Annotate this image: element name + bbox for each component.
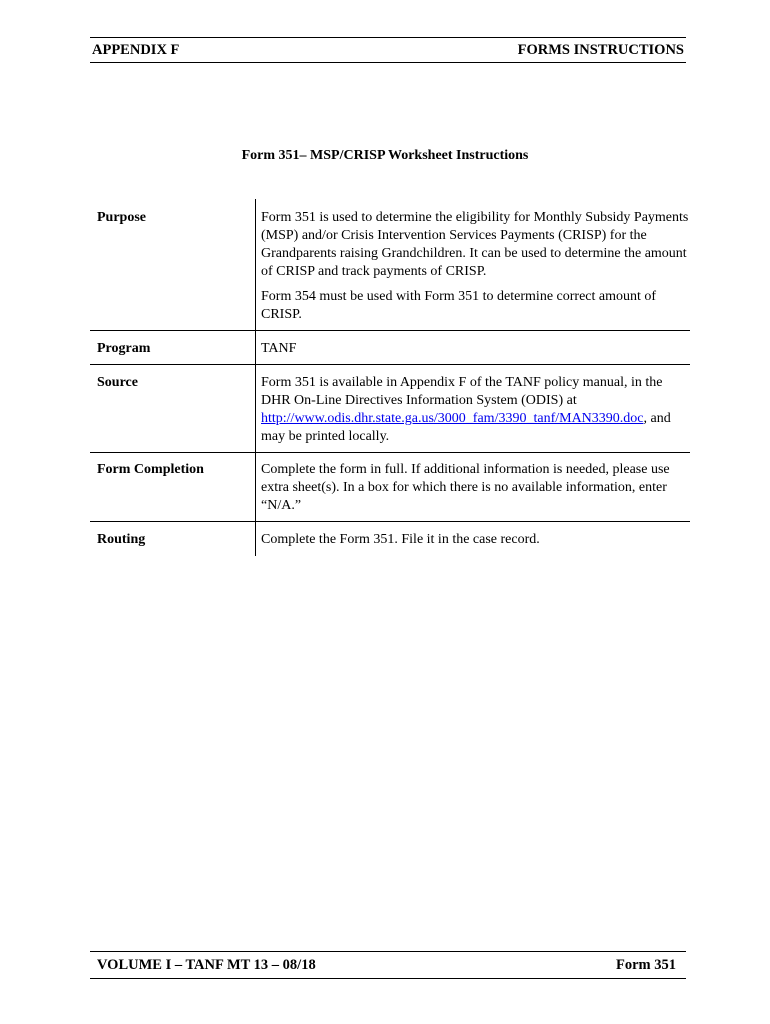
- purpose-label: Purpose: [97, 210, 146, 225]
- column-divider: [255, 199, 256, 556]
- source-text-after: , and may be printed locally.: [261, 411, 671, 444]
- source-text-before: Form 351 is available in Appendix F of the TANF policy manual, in the DHR On-Line Directives Information System (ODIS) at: [261, 375, 663, 408]
- row-divider: [90, 364, 690, 365]
- footer-form-number: Form 351: [616, 957, 676, 973]
- source-text: [261, 374, 689, 446]
- form-completion-label: Form Completion: [97, 462, 204, 477]
- row-divider: [90, 521, 690, 522]
- page-header: [90, 37, 686, 63]
- routing-text: Complete the Form 351. File it in the case record.: [261, 532, 540, 547]
- purpose-paragraph-2: Form 354 must be used with Form 351 to determine correct amount of CRISP.: [261, 289, 657, 322]
- form-completion-text: Complete the form in full. If additional information is needed, please use extra sheet(s). In a box for which there is no available information, enter “N/A.”: [261, 462, 670, 513]
- header-section-title: FORMS INSTRUCTIONS: [517, 42, 684, 58]
- row-divider: [90, 330, 690, 331]
- page-footer: [90, 951, 686, 979]
- header-appendix: APPENDIX F: [92, 42, 180, 58]
- purpose-paragraph-1: Form 351 is used to determine the eligibility for Monthly Subsidy Payments (MSP) and/or Crisis Intervention Services Payments (CRISP) for the Grandparents raising Grandchildren. It can be used to determine the amount of CRISP and track payments of CRISP.: [261, 210, 689, 279]
- odis-manual-link[interactable]: http://www.odis.dhr.state.ga.us/3000_fam/3390_tanf/MAN3390.doc: [261, 411, 644, 426]
- row-divider: [90, 452, 690, 453]
- source-label: Source: [97, 375, 138, 390]
- footer-volume: VOLUME I – TANF MT 13 – 08/18: [97, 957, 316, 973]
- document-title: Form 351– MSP/CRISP Worksheet Instructions: [241, 148, 529, 163]
- program-label: Program: [97, 341, 151, 356]
- program-value: TANF: [261, 341, 297, 356]
- routing-label: Routing: [97, 532, 146, 547]
